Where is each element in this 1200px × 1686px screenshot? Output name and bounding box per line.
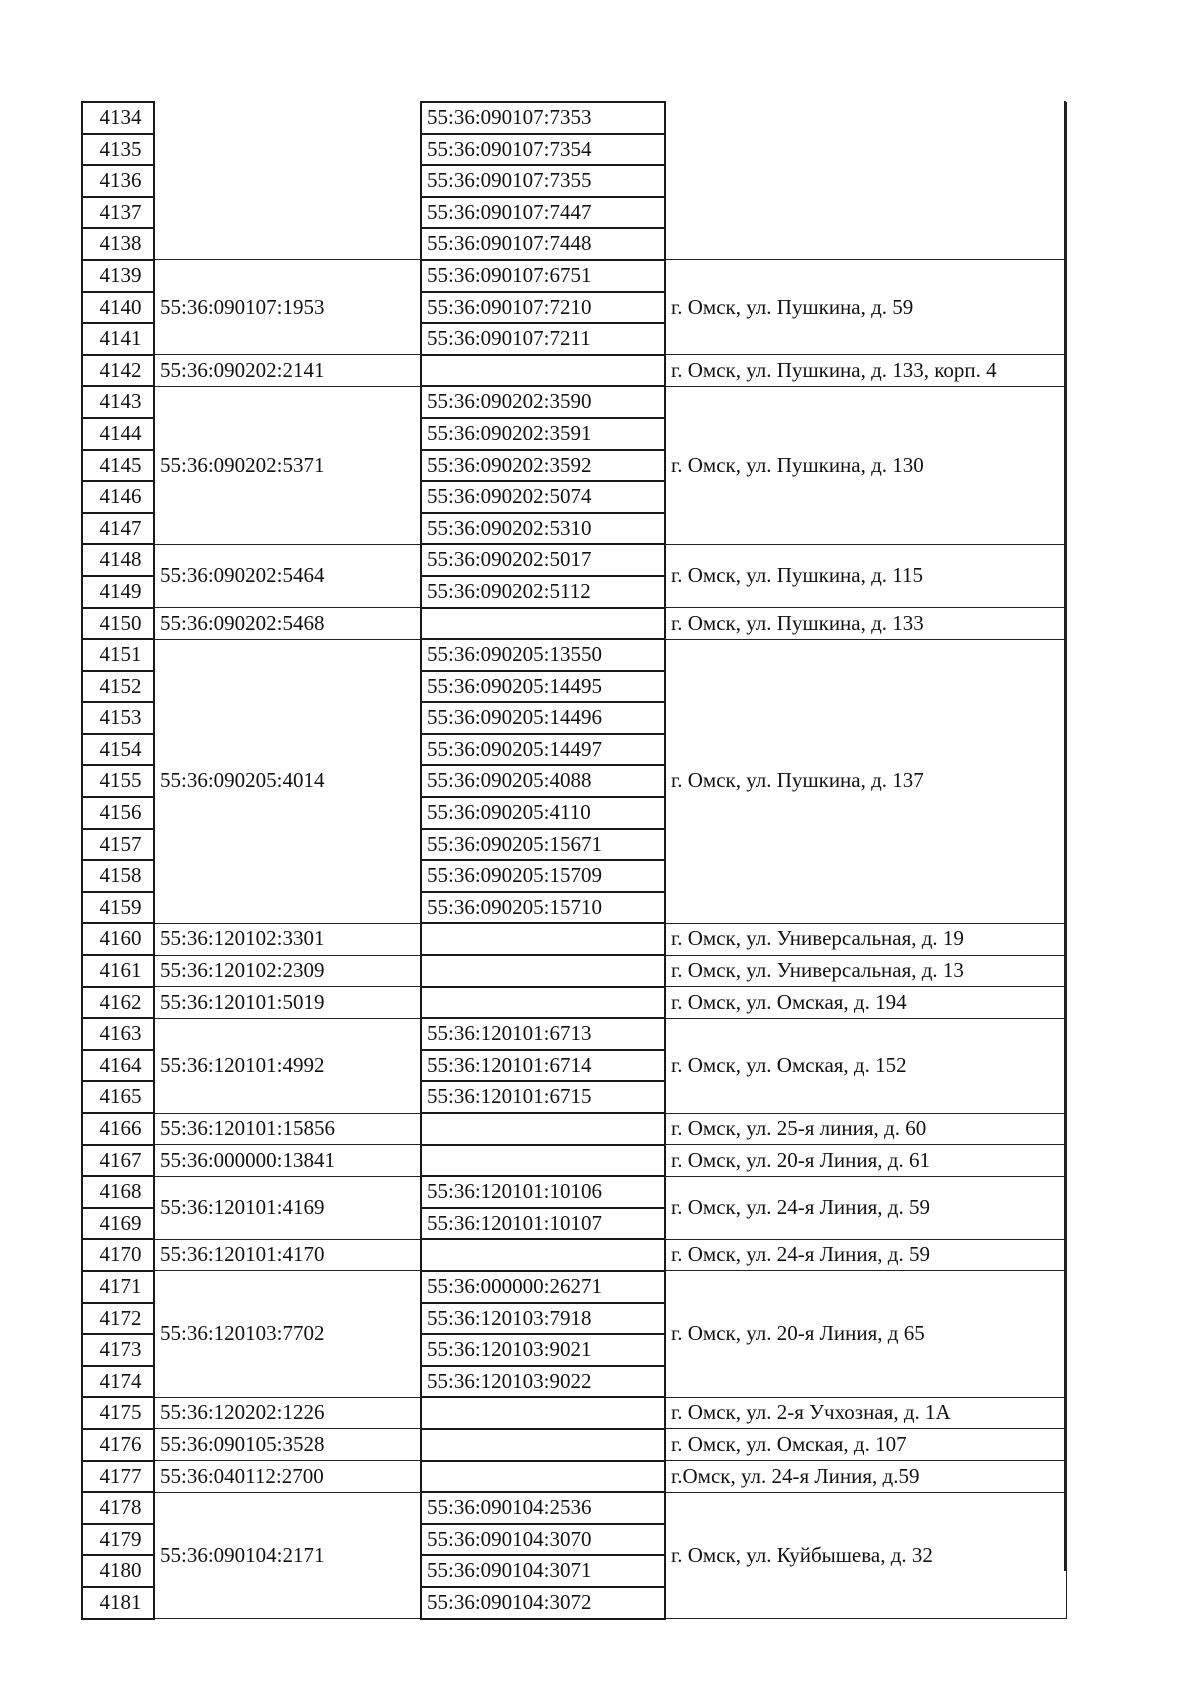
row-number-cell: 4164 — [82, 1050, 154, 1082]
parcel-cadastral-cell: 55:36:090202:5468 — [154, 608, 421, 640]
table-row — [82, 102, 1066, 134]
address-cell: г. Омск, ул. Омская, д. 107 — [665, 1429, 1066, 1461]
object-cadastral-cell: 55:36:090107:7355 — [421, 165, 665, 197]
row-number-cell: 4141 — [82, 323, 154, 355]
row-number-cell: 4137 — [82, 197, 154, 229]
row-number-cell: 4155 — [82, 765, 154, 797]
object-cadastral-cell: 55:36:090202:3591 — [421, 418, 665, 450]
address-cell: г. Омск, ул. Пушкина, д. 137 — [665, 639, 1066, 923]
row-number-cell: 4145 — [82, 450, 154, 482]
row-number-cell: 4139 — [82, 260, 154, 292]
address-cell: г. Омск, ул. 2-я Учхозная, д. 1А — [665, 1397, 1066, 1429]
row-number-cell: 4143 — [82, 386, 154, 418]
object-cadastral-cell: 55:36:090205:4110 — [421, 797, 665, 829]
object-cadastral-cell: 55:36:090104:3072 — [421, 1587, 665, 1619]
row-number-cell: 4161 — [82, 955, 154, 987]
row-number-cell: 4154 — [82, 734, 154, 766]
object-cadastral-cell — [421, 355, 665, 387]
object-cadastral-cell: 55:36:090107:7210 — [421, 292, 665, 324]
table-row — [82, 386, 1066, 418]
object-cadastral-cell: 55:36:090202:5310 — [421, 513, 665, 545]
row-number-cell: 4176 — [82, 1429, 154, 1461]
row-number-cell: 4148 — [82, 544, 154, 576]
address-cell: г. Омск, ул. 24-я Линия, д. 59 — [665, 1239, 1066, 1271]
parcel-cadastral-cell: 55:36:120102:2309 — [154, 955, 421, 987]
row-number-cell: 4173 — [82, 1334, 154, 1366]
parcel-cadastral-cell: 55:36:090205:4014 — [154, 639, 421, 923]
address-cell: г. Омск, ул. Пушкина, д. 59 — [665, 260, 1066, 355]
parcel-cadastral-cell: 55:36:120103:7702 — [154, 1271, 421, 1397]
row-number-cell: 4144 — [82, 418, 154, 450]
row-number-cell: 4157 — [82, 829, 154, 861]
address-cell — [665, 102, 1066, 260]
parcel-cadastral-cell: 55:36:090104:2171 — [154, 1492, 421, 1618]
row-number-cell: 4162 — [82, 987, 154, 1019]
row-number-cell: 4142 — [82, 355, 154, 387]
row-number-cell: 4167 — [82, 1145, 154, 1177]
cadastral-table-body — [82, 102, 1066, 1619]
table-row — [82, 1492, 1066, 1524]
cadastral-table — [81, 101, 1067, 1620]
row-number-cell: 4163 — [82, 1018, 154, 1050]
row-number-cell: 4165 — [82, 1081, 154, 1113]
address-cell: г. Омск, ул. Пушкина, д. 115 — [665, 544, 1066, 607]
row-number-cell: 4150 — [82, 608, 154, 640]
row-number-cell: 4175 — [82, 1397, 154, 1429]
object-cadastral-cell: 55:36:090202:5112 — [421, 576, 665, 608]
table-row — [82, 955, 1066, 987]
parcel-cadastral-cell: 55:36:090202:2141 — [154, 355, 421, 387]
row-number-cell: 4179 — [82, 1524, 154, 1556]
parcel-cadastral-cell: 55:36:000000:13841 — [154, 1145, 421, 1177]
object-cadastral-cell: 55:36:120103:9022 — [421, 1366, 665, 1398]
address-cell: г. Омск, ул. Универсальная, д. 13 — [665, 955, 1066, 987]
object-cadastral-cell — [421, 923, 665, 955]
address-cell: г. Омск, ул. Универсальная, д. 19 — [665, 923, 1066, 955]
object-cadastral-cell: 55:36:120101:6715 — [421, 1081, 665, 1113]
row-number-cell: 4178 — [82, 1492, 154, 1524]
table-row — [82, 1397, 1066, 1429]
address-cell: г. Омск, ул. 20-я Линия, д 65 — [665, 1271, 1066, 1397]
object-cadastral-cell — [421, 1397, 665, 1429]
object-cadastral-cell: 55:36:090205:4088 — [421, 765, 665, 797]
object-cadastral-cell: 55:36:120101:10107 — [421, 1208, 665, 1240]
object-cadastral-cell: 55:36:090205:14496 — [421, 702, 665, 734]
address-cell: г. Омск, ул. Пушкина, д. 133, корп. 4 — [665, 355, 1066, 387]
row-number-cell: 4158 — [82, 860, 154, 892]
object-cadastral-cell — [421, 608, 665, 640]
row-number-cell: 4168 — [82, 1176, 154, 1208]
object-cadastral-cell: 55:36:090202:5074 — [421, 481, 665, 513]
table-row — [82, 608, 1066, 640]
row-number-cell: 4135 — [82, 134, 154, 166]
right-table-border — [1064, 101, 1066, 1571]
object-cadastral-cell: 55:36:120103:7918 — [421, 1303, 665, 1335]
row-number-cell: 4166 — [82, 1113, 154, 1145]
table-row — [82, 1239, 1066, 1271]
object-cadastral-cell — [421, 1461, 665, 1493]
parcel-cadastral-cell: 55:36:120101:4169 — [154, 1176, 421, 1239]
table-row — [82, 639, 1066, 671]
object-cadastral-cell: 55:36:120101:6713 — [421, 1018, 665, 1050]
parcel-cadastral-cell: 55:36:040112:2700 — [154, 1461, 421, 1493]
row-number-cell: 4156 — [82, 797, 154, 829]
object-cadastral-cell: 55:36:000000:26271 — [421, 1271, 665, 1303]
parcel-cadastral-cell: 55:36:090202:5464 — [154, 544, 421, 607]
parcel-cadastral-cell: 55:36:090107:1953 — [154, 260, 421, 355]
object-cadastral-cell: 55:36:090205:15671 — [421, 829, 665, 861]
object-cadastral-cell: 55:36:090104:3070 — [421, 1524, 665, 1556]
object-cadastral-cell: 55:36:120101:10106 — [421, 1176, 665, 1208]
parcel-cadastral-cell: 55:36:120202:1226 — [154, 1397, 421, 1429]
row-number-cell: 4136 — [82, 165, 154, 197]
table-row — [82, 1018, 1066, 1050]
row-number-cell: 4146 — [82, 481, 154, 513]
address-cell: г. Омск, ул. 20-я Линия, д. 61 — [665, 1145, 1066, 1177]
address-cell: г.Омск, ул. 24-я Линия, д.59 — [665, 1461, 1066, 1493]
row-number-cell: 4147 — [82, 513, 154, 545]
row-number-cell: 4170 — [82, 1239, 154, 1271]
row-number-cell: 4134 — [82, 102, 154, 134]
parcel-cadastral-cell: 55:36:090202:5371 — [154, 386, 421, 544]
object-cadastral-cell: 55:36:090107:7447 — [421, 197, 665, 229]
object-cadastral-cell: 55:36:120103:9021 — [421, 1334, 665, 1366]
address-cell: г. Омск, ул. Омская, д. 152 — [665, 1018, 1066, 1113]
object-cadastral-cell — [421, 1239, 665, 1271]
object-cadastral-cell: 55:36:090205:15710 — [421, 892, 665, 924]
row-number-cell: 4169 — [82, 1208, 154, 1240]
address-cell: г. Омск, ул. 25-я линия, д. 60 — [665, 1113, 1066, 1145]
table-row — [82, 1113, 1066, 1145]
row-number-cell: 4177 — [82, 1461, 154, 1493]
row-number-cell: 4174 — [82, 1366, 154, 1398]
row-number-cell: 4152 — [82, 671, 154, 703]
row-number-cell: 4138 — [82, 228, 154, 260]
address-cell: г. Омск, ул. Пушкина, д. 133 — [665, 608, 1066, 640]
row-number-cell: 4180 — [82, 1555, 154, 1587]
object-cadastral-cell: 55:36:090205:14495 — [421, 671, 665, 703]
table-row — [82, 1429, 1066, 1461]
object-cadastral-cell: 55:36:090107:7353 — [421, 102, 665, 134]
object-cadastral-cell: 55:36:090205:15709 — [421, 860, 665, 892]
row-number-cell: 4140 — [82, 292, 154, 324]
object-cadastral-cell: 55:36:090104:2536 — [421, 1492, 665, 1524]
object-cadastral-cell — [421, 1145, 665, 1177]
address-cell: г. Омск, ул. Омская, д. 194 — [665, 987, 1066, 1019]
object-cadastral-cell: 55:36:090107:7211 — [421, 323, 665, 355]
address-cell: г. Омск, ул. Куйбышева, д. 32 — [665, 1492, 1066, 1618]
object-cadastral-cell: 55:36:090107:7448 — [421, 228, 665, 260]
row-number-cell: 4151 — [82, 639, 154, 671]
row-number-cell: 4160 — [82, 923, 154, 955]
object-cadastral-cell: 55:36:090205:13550 — [421, 639, 665, 671]
object-cadastral-cell: 55:36:090107:7354 — [421, 134, 665, 166]
object-cadastral-cell: 55:36:090202:3592 — [421, 450, 665, 482]
parcel-cadastral-cell: 55:36:090105:3528 — [154, 1429, 421, 1461]
parcel-cadastral-cell — [154, 102, 421, 260]
row-number-cell: 4153 — [82, 702, 154, 734]
table-row — [82, 544, 1066, 576]
object-cadastral-cell — [421, 1429, 665, 1461]
table-row — [82, 923, 1066, 955]
row-number-cell: 4159 — [82, 892, 154, 924]
object-cadastral-cell — [421, 955, 665, 987]
table-row — [82, 1461, 1066, 1493]
parcel-cadastral-cell: 55:36:120101:4170 — [154, 1239, 421, 1271]
parcel-cadastral-cell: 55:36:120101:5019 — [154, 987, 421, 1019]
address-cell: г. Омск, ул. Пушкина, д. 130 — [665, 386, 1066, 544]
table-row — [82, 987, 1066, 1019]
object-cadastral-cell: 55:36:090202:3590 — [421, 386, 665, 418]
row-number-cell: 4172 — [82, 1303, 154, 1335]
object-cadastral-cell: 55:36:120101:6714 — [421, 1050, 665, 1082]
table-row — [82, 1145, 1066, 1177]
parcel-cadastral-cell: 55:36:120101:15856 — [154, 1113, 421, 1145]
object-cadastral-cell — [421, 987, 665, 1019]
object-cadastral-cell: 55:36:090107:6751 — [421, 260, 665, 292]
table-row — [82, 355, 1066, 387]
object-cadastral-cell: 55:36:090202:5017 — [421, 544, 665, 576]
parcel-cadastral-cell: 55:36:120102:3301 — [154, 923, 421, 955]
object-cadastral-cell — [421, 1113, 665, 1145]
object-cadastral-cell: 55:36:090205:14497 — [421, 734, 665, 766]
table-row — [82, 260, 1066, 292]
row-number-cell: 4149 — [82, 576, 154, 608]
row-number-cell: 4171 — [82, 1271, 154, 1303]
table-row — [82, 1271, 1066, 1303]
row-number-cell: 4181 — [82, 1587, 154, 1619]
address-cell: г. Омск, ул. 24-я Линия, д. 59 — [665, 1176, 1066, 1239]
object-cadastral-cell: 55:36:090104:3071 — [421, 1555, 665, 1587]
parcel-cadastral-cell: 55:36:120101:4992 — [154, 1018, 421, 1113]
table-row — [82, 1176, 1066, 1208]
